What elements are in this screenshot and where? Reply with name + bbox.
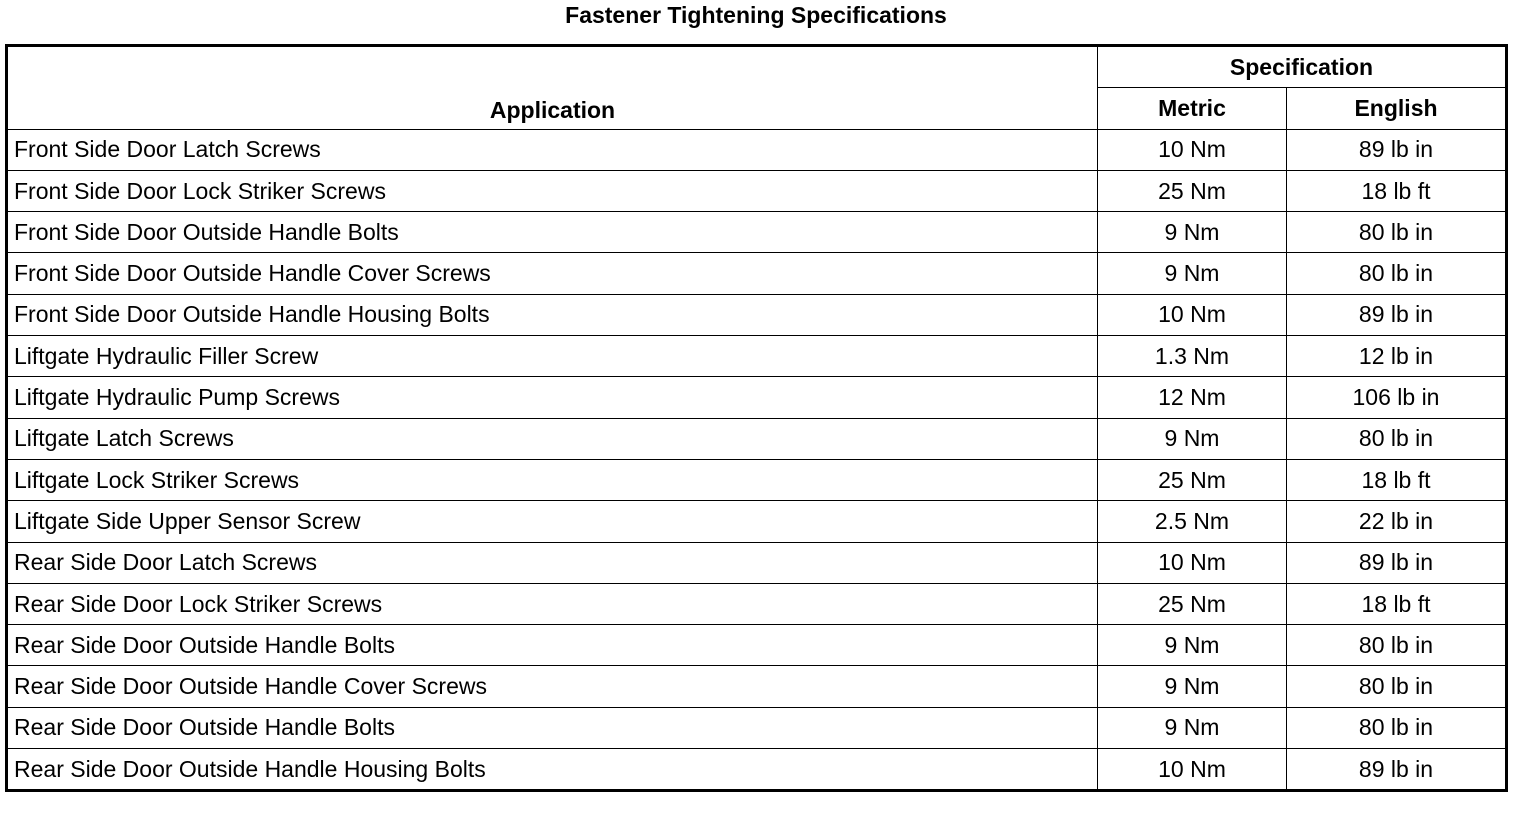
metric-cell: 2.5 Nm <box>1098 501 1287 542</box>
metric-cell: 9 Nm <box>1098 625 1287 666</box>
metric-cell: 10 Nm <box>1098 749 1287 791</box>
application-cell: Front Side Door Outside Handle Bolts <box>7 212 1098 253</box>
application-cell: Front Side Door Outside Handle Cover Screws <box>7 253 1098 294</box>
table-row <box>7 501 1507 542</box>
metric-cell: 9 Nm <box>1098 212 1287 253</box>
application-cell: Rear Side Door Outside Handle Bolts <box>7 625 1098 666</box>
english-cell: 80 lb in <box>1287 212 1507 253</box>
english-cell: 80 lb in <box>1287 666 1507 707</box>
english-cell: 106 lb in <box>1287 377 1507 418</box>
table-row <box>7 170 1507 211</box>
metric-cell: 25 Nm <box>1098 459 1287 500</box>
table-row <box>7 212 1507 253</box>
metric-cell: 9 Nm <box>1098 666 1287 707</box>
english-cell: 22 lb in <box>1287 501 1507 542</box>
metric-header: Metric <box>1098 88 1287 129</box>
table-row <box>7 666 1507 707</box>
application-cell: Front Side Door Lock Striker Screws <box>7 170 1098 211</box>
metric-cell: 25 Nm <box>1098 583 1287 624</box>
table-row <box>7 294 1507 335</box>
table-body <box>7 129 1507 791</box>
application-cell: Liftgate Lock Striker Screws <box>7 459 1098 500</box>
english-cell: 89 lb in <box>1287 749 1507 791</box>
metric-cell: 25 Nm <box>1098 170 1287 211</box>
specification-header: Specification <box>1098 46 1507 88</box>
header-row-top <box>7 46 1507 88</box>
specifications-table <box>5 44 1508 792</box>
table-row <box>7 129 1507 170</box>
application-cell: Rear Side Door Outside Handle Bolts <box>7 707 1098 748</box>
application-cell: Front Side Door Outside Handle Housing Bolts <box>7 294 1098 335</box>
english-cell: 80 lb in <box>1287 625 1507 666</box>
metric-cell: 1.3 Nm <box>1098 336 1287 377</box>
application-cell: Front Side Door Latch Screws <box>7 129 1098 170</box>
table-row <box>7 253 1507 294</box>
metric-cell: 9 Nm <box>1098 707 1287 748</box>
english-cell: 89 lb in <box>1287 294 1507 335</box>
table-row <box>7 418 1507 459</box>
english-cell: 80 lb in <box>1287 707 1507 748</box>
metric-cell: 10 Nm <box>1098 129 1287 170</box>
metric-cell: 10 Nm <box>1098 294 1287 335</box>
table-row <box>7 707 1507 748</box>
english-cell: 18 lb ft <box>1287 170 1507 211</box>
english-cell: 80 lb in <box>1287 418 1507 459</box>
english-cell: 18 lb ft <box>1287 459 1507 500</box>
table-row <box>7 749 1507 791</box>
table-row <box>7 625 1507 666</box>
application-cell: Liftgate Hydraulic Pump Screws <box>7 377 1098 418</box>
metric-cell: 12 Nm <box>1098 377 1287 418</box>
application-cell: Liftgate Latch Screws <box>7 418 1098 459</box>
metric-cell: 10 Nm <box>1098 542 1287 583</box>
table-row <box>7 377 1507 418</box>
application-header: Application <box>7 46 1098 130</box>
english-cell: 89 lb in <box>1287 129 1507 170</box>
english-header: English <box>1287 88 1507 129</box>
table-row <box>7 336 1507 377</box>
table-row <box>7 459 1507 500</box>
page-title: Fastener Tightening Specifications <box>565 2 947 28</box>
english-cell: 18 lb ft <box>1287 583 1507 624</box>
english-cell: 89 lb in <box>1287 542 1507 583</box>
english-cell: 12 lb in <box>1287 336 1507 377</box>
application-cell: Rear Side Door Outside Handle Housing Bolts <box>7 749 1098 791</box>
table-row <box>7 583 1507 624</box>
application-cell: Rear Side Door Latch Screws <box>7 542 1098 583</box>
application-cell: Rear Side Door Outside Handle Cover Screws <box>7 666 1098 707</box>
english-cell: 80 lb in <box>1287 253 1507 294</box>
table-header <box>7 46 1507 130</box>
metric-cell: 9 Nm <box>1098 418 1287 459</box>
application-cell: Rear Side Door Lock Striker Screws <box>7 583 1098 624</box>
application-cell: Liftgate Hydraulic Filler Screw <box>7 336 1098 377</box>
application-cell: Liftgate Side Upper Sensor Screw <box>7 501 1098 542</box>
metric-cell: 9 Nm <box>1098 253 1287 294</box>
table-row <box>7 542 1507 583</box>
